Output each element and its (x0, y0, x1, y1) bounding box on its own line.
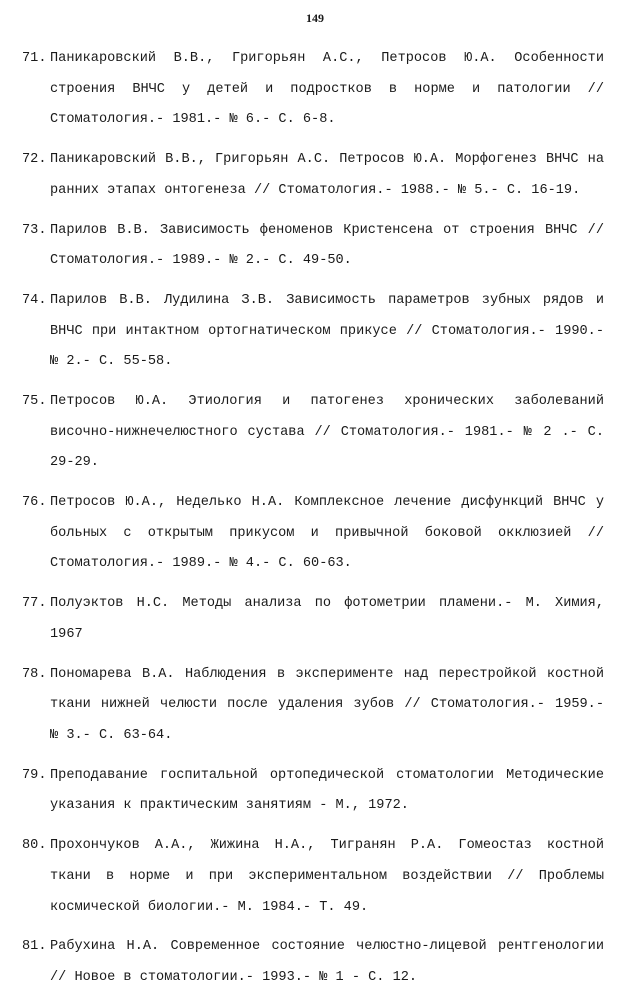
reference-item-74 (22, 286, 604, 378)
reference-number: 78. (22, 666, 47, 682)
reference-text: Паникаровский В.В., Григорьян А.С. Петросов Ю.А. Морфогенез ВНЧС на ранних этапах онтогенеза // Стоматология.- 1988.- № 5.- С. 16-19. (50, 152, 604, 198)
reference-list (22, 44, 604, 1003)
reference-number: 77. (22, 596, 47, 612)
page-number: 149 (306, 11, 324, 25)
reference-item-76 (22, 488, 604, 580)
reference-item-78 (22, 660, 604, 752)
reference-number: 81. (22, 939, 47, 955)
reference-text: Прохончуков А.А., Жижина Н.А., Тигранян Р.А. Гомеостаз костной ткани в норме и при экспериментальном воздействии // Проблемы космической биологии.- М. 1984.- Т. 49. (50, 838, 604, 915)
reference-item-79 (22, 761, 604, 822)
reference-item-80 (22, 831, 604, 923)
reference-number: 80. (22, 838, 47, 854)
reference-number: 72. (22, 152, 47, 168)
reference-item-77 (22, 589, 604, 650)
reference-text: Рабухина Н.А. Современное состояние челюстно-лицевой рентгенологии // Новое в стоматологии.- 1993.- № 1 - С. 12. (50, 939, 604, 985)
reference-item-72 (22, 145, 604, 206)
reference-item-75 (22, 387, 604, 479)
reference-text: Преподавание госпитальной ортопедической стоматологии Методические указания к практическим занятиям - М., 1972. (50, 767, 604, 814)
reference-item-73 (22, 216, 604, 277)
reference-item-81 (22, 932, 604, 993)
reference-number: 71. (22, 51, 47, 66)
reference-text: Парилов В.В. Лудилина З.В. Зависимость параметров зубных рядов и ВНЧС при интактном ортогнатическом прикусе // Стоматология.- 1990.- № 2.- С. 55-58. (50, 293, 604, 370)
reference-number: 76. (22, 495, 47, 511)
reference-number: 79. (22, 767, 47, 783)
reference-number: 73. (22, 222, 47, 238)
reference-text: Петросов Ю.А., Неделько Н.А. Комплексное лечение дисфункций ВНЧС у больных с открытым прикусом и привычной боковой окклюзией // Стоматология.- 1989.- № 4.- С. 60-63. (50, 495, 604, 572)
reference-text: Петросов Ю.А. Этиология и патогенез хронических заболеваний височно-нижнечелюстного сустава // Стоматология.- 1981.- № 2 .- С. 29-29. (50, 394, 604, 471)
reference-text: Парилов В.В. Зависимость феноменов Кристенсена от строения ВНЧС // Стоматология.- 1989.- № 2.- С. 49-50. (50, 222, 604, 269)
reference-text: Пономарева В.А. Наблюдения в эксперименте над перестройкой костной ткани нижней челюсти после удаления зубов // Стоматология.- 1959.- № 3.- С. 63-64. (50, 666, 604, 743)
reference-number: 74. (22, 293, 47, 309)
reference-number: 75. (22, 394, 47, 410)
reference-text: Паникаровский В.В., Григорьян А.С., Петросов Ю.А. Особенности строения ВНЧС у детей и подростков в норме и патологии // Стоматология.- 1981.- № 6.- С. 6-8. (50, 51, 604, 128)
reference-item-71 (22, 44, 604, 136)
reference-text: Полуэктов Н.С. Методы анализа по фотометрии пламени.- М. Химия, 1967 (50, 596, 604, 642)
